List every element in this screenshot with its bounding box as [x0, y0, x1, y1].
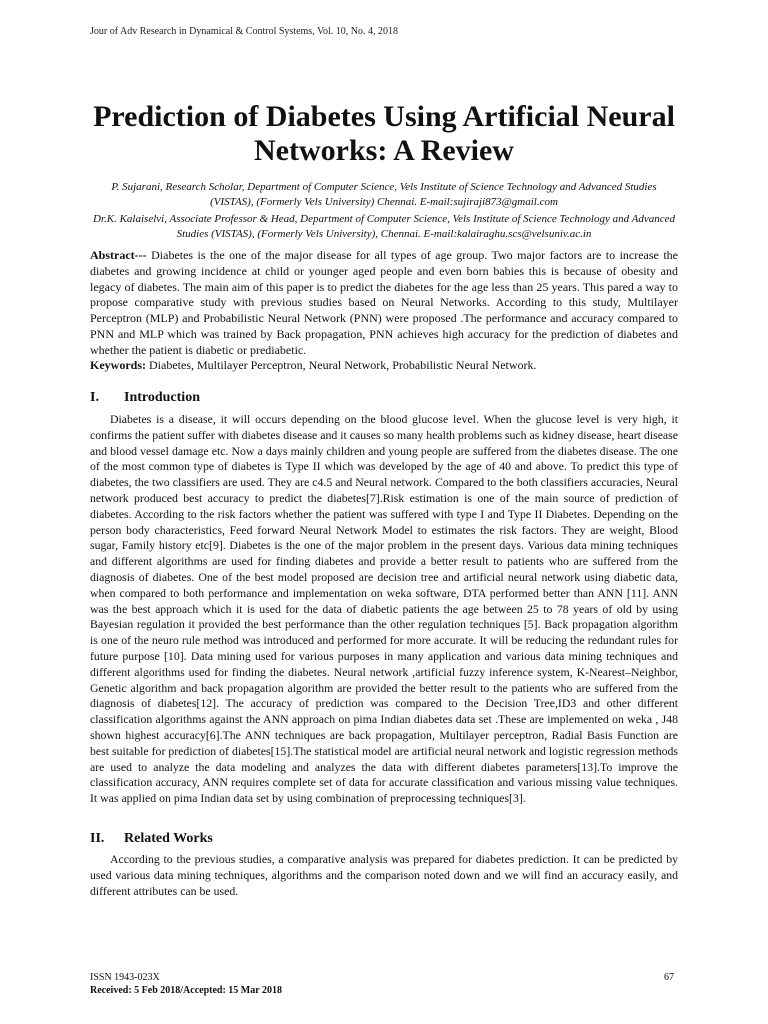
footer-received-dates: Received: 5 Feb 2018/Accepted: 15 Mar 2018: [90, 985, 282, 996]
section-number: I.: [90, 390, 99, 405]
abstract-label: Abstract---: [90, 248, 147, 262]
keywords-label: Keywords:: [90, 358, 146, 372]
journal-header: Jour of Adv Research in Dynamical & Control Systems, Vol. 10, No. 4, 2018: [90, 26, 398, 37]
paper-title: Prediction of Diabetes Using Artificial Neural Networks: A Review: [93, 100, 675, 167]
section-heading-related-works: [90, 831, 213, 847]
page-number: 67: [664, 972, 674, 983]
author-2: Dr.K. Kalaiselvi, Associate Professor & Head, Department of Computer Science, Vels Institute of Science Technology and Advanced Studies (VISTAS), (Formerly Vels University), Chennai. E-mail:kalairaghu.scs@velsuniv.ac.in: [93, 213, 675, 240]
section-title: Related Works: [124, 831, 213, 846]
section-number: II.: [90, 831, 105, 846]
section-heading-introduction: [90, 390, 200, 406]
keywords-text: Diabetes, Multilayer Perceptron, Neural Network, Probabilistic Neural Network.: [146, 358, 537, 372]
author-1: P. Sujarani, Research Scholar, Department of Computer Science, Vels Institute of Science Technology and Advanced Studies (VISTAS), (Formerly Vels University) Chennai. E-mail:sujiraji873@gmail.com: [111, 181, 657, 208]
keywords: [90, 358, 678, 374]
abstract-text: Diabetes is the one of the major disease for all types of age group. Two major factors are to increase the diabetes and growing incidence at child or younger aged people and even born babies this is because of obesity and legacy of diabetes. The main aim of this paper is to predict the diabetes for the age less than 25 years. This pared a way to propose comparative study with previous studies based on Neural Networks. According to this study, Multilayer Perceptron (MLP) and Probabilistic Neural Network (PNN) were proposed .The performance and accuracy compared to PNN and MLP which was trained by Back propagation, PNN achieves high accuracy for the prediction of diabetes and whether the patient is diabetic or prediabetic.: [90, 248, 678, 357]
section-title: Introduction: [124, 390, 200, 405]
introduction-paragraph: Diabetes is a disease, it will occurs depending on the blood glucose level. When the glucose level is very high, it confirms the patient suffer with diabetes disease and it causes so many health problems such as kidney disease, heart disease and blood vessel damage etc. Now a days mainly children and young people are suffered from the diabetes disease. The one of the most common type of diabetes is Type II which was developed by the age of 40 and above. To predict this type of diabetes, the two classifiers are used. They are c4.5 and Neural network. Compared to the both classifiers accuracies, Neural network produced best accuracy to predict the diabetes[7].Risk estimation is one of the main source of prediction of diabetes. According to the risk factors whether the patient was suffered with type I and Type II Diabetes. Depending on the person body characteristics, Feed forward Neural Network Model to estimates the risk factors. They are weight, Blood sugar, Family history etc[9]. Diabetes is the one of the major problem in the present days. Various data mining techniques and different algorithms are used for finding diabetes and provide a better result to patients who are suffered from the diagnosis of diabetes. One of the best model proposed are decision tree and artificial neural network using diabetic data, when compared to both performance and implementation on weka software, DTA performed better than ANN [11]. ANN was the best approach which it is used for the data of diabetic patients the age between 25 to 78 years of old by using Bayesian regulation it provided the best performance than the other regulation techniques [5]. Back propagation algorithm is one of the neuro rule method was introduced and performed for more accurate. It will be reducing the redundant rules for future purpose [10]. Data mining used for various purposes in many application and various data mining techniques and different algorithms used for finding the diabetes. Neural network ,artificial fuzzy inference system, K-Nearest–Neighbor, Genetic algorithm and back propagation algorithm are provided the better result to the patients who are suffered from the diagnosis of diabetes[12]. The accuracy of prediction was compared to the Decision Tree,ID3 and other different classification algorithms against the ANN approach on pima Indian diabetes data set .These are implemented on weka , J48 shown highest accuracy[6].The ANN techniques are back propagation, Multilayer perceptron, Radial Basis Function are best suitable for prediction of diabetes[15].The statistical model are artificial neural network and logistic regression methods are used to analyze the data modeling and analyzes the data with different diabetes parameters[13].To improve the classification accuracy, ANN requires complete set of data for accurate classification and various missing value techniques. It was applied on pima Indian data set by using combination of preprocessing techniques[3].: [90, 412, 678, 806]
abstract: [90, 248, 678, 359]
related-works-paragraph: According to the previous studies, a comparative analysis was prepared for diabetes prediction. It can be predicted by used various data mining techniques, algorithms and the comparison noted down and we will find an accuracy easily, and different attributes can be used.: [90, 852, 678, 898]
footer-issn: ISSN 1943-023X: [90, 972, 160, 983]
